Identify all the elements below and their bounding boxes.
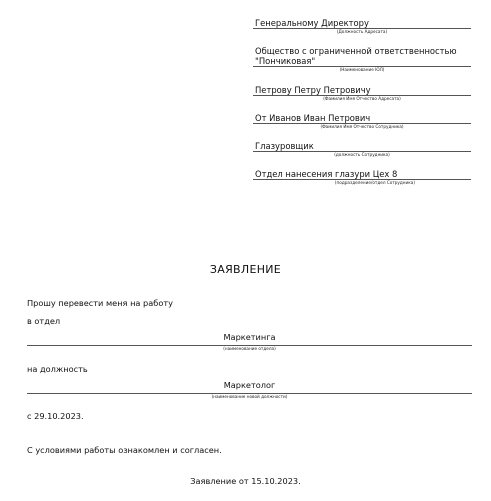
sender-department-block [253,169,471,185]
recipient-organization-block [253,46,471,72]
sender-department: Отдел нанесения глазури Цех 8 [255,169,398,179]
sender-position-block [253,141,471,157]
new-department-value: Маркетинга [223,332,276,342]
recipient-position-caption: (Должность Адресата) [336,29,388,34]
new-position-value: Маркетолог [223,380,276,390]
application-date: Заявление от 15.10.2023. [190,476,301,486]
agreement-statement: С условиями работы ознакомлен и согласен. [27,445,222,455]
recipient-organization: Общество с ограниченной ответственностью "Пончиковая" [255,46,457,66]
sender-name-caption: (Фамилия Имя Отчество Сотрудника) [320,124,404,129]
new-position-caption: (наименование новой должности) [211,394,288,399]
sender-position: Глазуровщик [255,141,314,151]
transfer-date: с 29.10.2023. [27,411,84,421]
new-department-caption: (наименование отдела) [223,346,276,351]
recipient-position-block [253,18,471,34]
position-prefix: на должность [27,364,88,374]
new-department-field [27,332,472,351]
request-line: Прошу перевести меня на работу [27,298,173,308]
sender-position-caption: (должность Сотрудника) [334,152,390,157]
document-title: ЗАЯВЛЕНИЕ [209,263,282,276]
sender-name-block [253,113,471,129]
sender-name: От Иванов Иван Петрович [255,113,371,123]
department-prefix: в отдел [27,316,61,326]
recipient-name-caption: (Фамилия Имя Отчество Адресата) [323,96,401,101]
recipient-name-block [253,85,471,101]
recipient-name: Петрову Петру Петровичу [255,85,371,95]
recipient-organization-caption: (Наименование ЮЛ) [339,67,385,72]
recipient-position: Генеральному Директору [255,18,369,28]
sender-department-caption: (подразделение/отдел Сотрудника) [334,180,415,185]
new-position-field [27,380,472,399]
